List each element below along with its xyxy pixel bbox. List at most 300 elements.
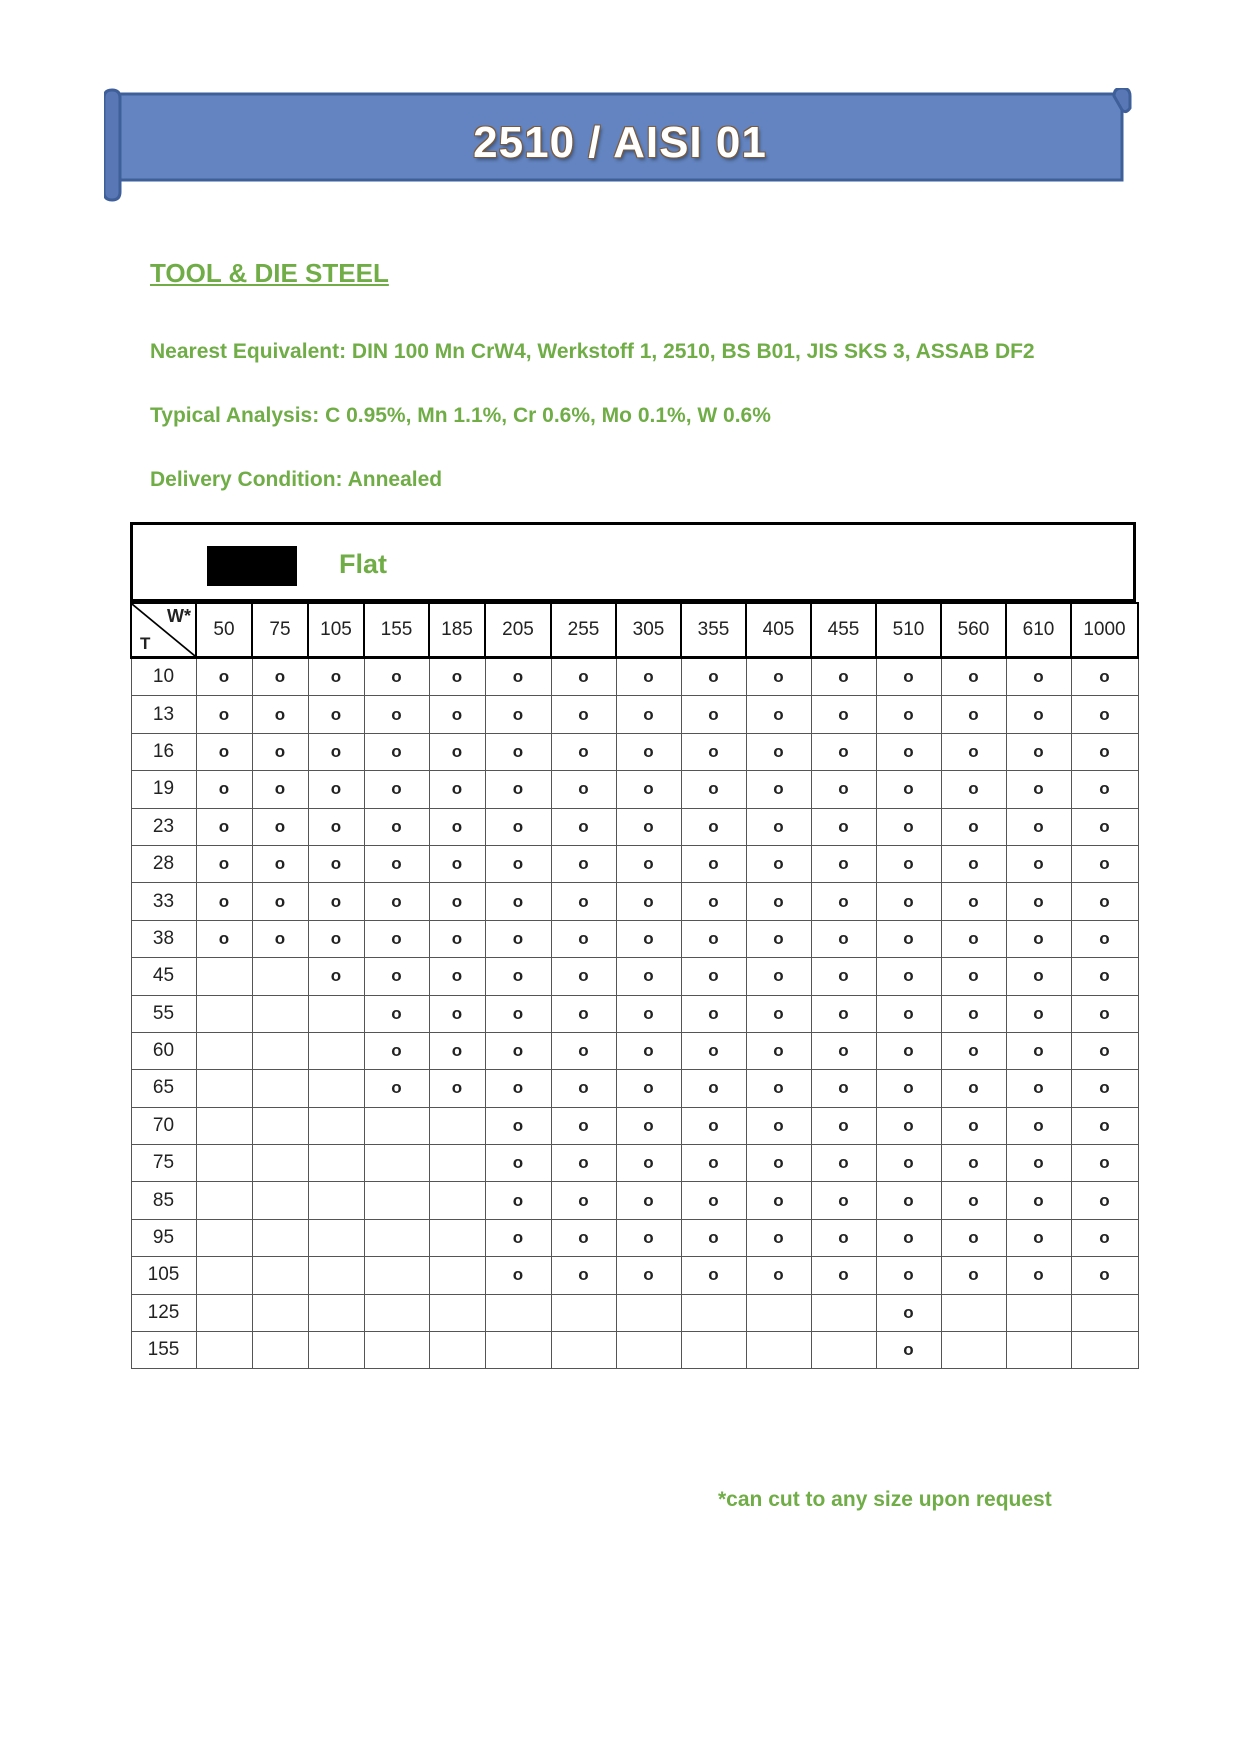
empty-cell (196, 1182, 252, 1219)
availability-mark-cell: o (746, 958, 811, 995)
availability-mark-cell: o (941, 1257, 1006, 1294)
availability-mark-cell: o (1071, 995, 1138, 1032)
availability-mark-cell: o (811, 808, 876, 845)
empty-cell (252, 1145, 308, 1182)
availability-mark-cell: o (941, 1182, 1006, 1219)
empty-cell (1071, 1294, 1138, 1331)
availability-mark-cell: o (485, 808, 551, 845)
availability-mark-cell: o (681, 920, 746, 957)
width-header-cell: 75 (252, 603, 308, 658)
availability-mark-cell: o (941, 920, 1006, 957)
empty-cell (196, 1257, 252, 1294)
thickness-cell: 16 (131, 733, 196, 770)
width-header-cell: 1000 (1071, 603, 1138, 658)
availability-mark-cell: o (364, 958, 429, 995)
availability-mark-cell: o (876, 808, 941, 845)
availability-mark-cell: o (485, 995, 551, 1032)
axis-corner-cell (131, 603, 196, 658)
availability-mark-cell: o (876, 995, 941, 1032)
availability-mark-cell: o (196, 808, 252, 845)
empty-cell (308, 1219, 364, 1256)
availability-mark-cell: o (941, 883, 1006, 920)
availability-mark-cell: o (1071, 771, 1138, 808)
empty-cell (429, 1182, 485, 1219)
availability-mark-cell: o (941, 1107, 1006, 1144)
availability-mark-cell: o (746, 771, 811, 808)
availability-mark-cell: o (811, 995, 876, 1032)
empty-cell (252, 1070, 308, 1107)
availability-mark-cell: o (252, 883, 308, 920)
availability-mark-cell: o (876, 883, 941, 920)
availability-mark-cell: o (876, 845, 941, 882)
availability-mark-cell: o (876, 696, 941, 733)
empty-cell (429, 1332, 485, 1369)
availability-mark-cell: o (252, 845, 308, 882)
availability-mark-cell: o (1006, 883, 1071, 920)
empty-cell (485, 1294, 551, 1331)
availability-mark-cell: o (681, 1070, 746, 1107)
thickness-cell: 45 (131, 958, 196, 995)
availability-mark-cell: o (681, 733, 746, 770)
thickness-cell: 105 (131, 1257, 196, 1294)
availability-mark-cell: o (429, 1070, 485, 1107)
availability-mark-cell: o (811, 1257, 876, 1294)
availability-mark-cell: o (252, 771, 308, 808)
availability-mark-cell: o (485, 658, 551, 696)
empty-cell (429, 1294, 485, 1331)
availability-mark-cell: o (196, 771, 252, 808)
availability-mark-cell: o (551, 658, 616, 696)
availability-mark-cell: o (746, 1182, 811, 1219)
availability-mark-cell: o (196, 883, 252, 920)
empty-cell (252, 1219, 308, 1256)
availability-mark-cell: o (811, 771, 876, 808)
availability-mark-cell: o (876, 920, 941, 957)
availability-mark-cell: o (364, 658, 429, 696)
availability-mark-cell: o (746, 733, 811, 770)
availability-mark-cell: o (551, 1070, 616, 1107)
typical-analysis: Typical Analysis: C 0.95%, Mn 1.1%, Cr 0.6%, Mo 0.1%, W 0.6% (150, 404, 771, 427)
table-row (131, 958, 1138, 995)
availability-mark-cell: o (1006, 1182, 1071, 1219)
table-row (131, 771, 1138, 808)
table-row (131, 1032, 1138, 1069)
availability-mark-cell: o (252, 733, 308, 770)
empty-cell (551, 1332, 616, 1369)
empty-cell (308, 1107, 364, 1144)
empty-cell (252, 1032, 308, 1069)
availability-mark-cell: o (616, 771, 681, 808)
thickness-cell: 28 (131, 845, 196, 882)
availability-mark-cell: o (616, 1257, 681, 1294)
nearest-equivalent: Nearest Equivalent: DIN 100 Mn CrW4, Werkstoff 1, 2510, BS B01, JIS SKS 3, ASSAB DF2 (150, 340, 1035, 363)
availability-mark-cell: o (1006, 696, 1071, 733)
availability-mark-cell: o (485, 733, 551, 770)
availability-mark-cell: o (876, 1070, 941, 1107)
availability-mark-cell: o (876, 1107, 941, 1144)
title-banner (104, 88, 1136, 218)
availability-mark-cell: o (196, 658, 252, 696)
availability-mark-cell: o (308, 771, 364, 808)
thickness-cell: 33 (131, 883, 196, 920)
empty-cell (364, 1294, 429, 1331)
availability-mark-cell: o (746, 845, 811, 882)
availability-mark-cell: o (811, 696, 876, 733)
availability-mark-cell: o (551, 995, 616, 1032)
availability-mark-cell: o (1006, 1219, 1071, 1256)
availability-mark-cell: o (551, 771, 616, 808)
availability-mark-cell: o (1006, 920, 1071, 957)
availability-mark-cell: o (196, 733, 252, 770)
availability-mark-cell: o (811, 845, 876, 882)
availability-mark-cell: o (485, 1070, 551, 1107)
table-row (131, 845, 1138, 882)
availability-mark-cell: o (681, 845, 746, 882)
availability-mark-cell: o (681, 696, 746, 733)
table-row (131, 1294, 1138, 1331)
empty-cell (196, 1070, 252, 1107)
availability-mark-cell: o (551, 845, 616, 882)
availability-mark-cell: o (308, 658, 364, 696)
table-row (131, 696, 1138, 733)
availability-mark-cell: o (252, 658, 308, 696)
thickness-cell: 125 (131, 1294, 196, 1331)
page-title: 2510 / AISI 01 (473, 118, 767, 167)
availability-mark-cell: o (308, 920, 364, 957)
empty-cell (364, 1257, 429, 1294)
availability-mark-cell: o (429, 883, 485, 920)
availability-mark-cell: o (746, 658, 811, 696)
thickness-cell: 38 (131, 920, 196, 957)
availability-mark-cell: o (1006, 845, 1071, 882)
availability-mark-cell: o (876, 658, 941, 696)
availability-mark-cell: o (1071, 1145, 1138, 1182)
empty-cell (196, 1145, 252, 1182)
thickness-cell: 23 (131, 808, 196, 845)
width-header-cell: 560 (941, 603, 1006, 658)
availability-mark-cell: o (811, 920, 876, 957)
availability-mark-cell: o (1071, 1219, 1138, 1256)
empty-cell (196, 995, 252, 1032)
width-header-cell: 455 (811, 603, 876, 658)
availability-mark-cell: o (616, 1107, 681, 1144)
empty-cell (811, 1332, 876, 1369)
availability-mark-cell: o (876, 1145, 941, 1182)
empty-cell (196, 958, 252, 995)
empty-cell (308, 1070, 364, 1107)
availability-mark-cell: o (811, 1032, 876, 1069)
table-row (131, 808, 1138, 845)
empty-cell (681, 1294, 746, 1331)
availability-mark-cell: o (429, 733, 485, 770)
table-row (131, 1332, 1138, 1369)
table-row (131, 1145, 1138, 1182)
availability-mark-cell: o (429, 995, 485, 1032)
availability-mark-cell: o (551, 1257, 616, 1294)
availability-mark-cell: o (746, 808, 811, 845)
availability-mark-cell: o (941, 658, 1006, 696)
table-row (131, 1182, 1138, 1219)
availability-mark-cell: o (485, 1219, 551, 1256)
empty-cell (252, 1257, 308, 1294)
empty-cell (746, 1332, 811, 1369)
availability-mark-cell: o (364, 995, 429, 1032)
empty-cell (252, 1107, 308, 1144)
width-header-row (131, 603, 1138, 658)
availability-mark-cell: o (1071, 883, 1138, 920)
availability-mark-cell: o (941, 1032, 1006, 1069)
width-header-cell: 50 (196, 603, 252, 658)
thickness-cell: 10 (131, 658, 196, 696)
availability-mark-cell: o (196, 845, 252, 882)
empty-cell (308, 1332, 364, 1369)
table-row (131, 733, 1138, 770)
availability-mark-cell: o (941, 771, 1006, 808)
availability-mark-cell: o (364, 1032, 429, 1069)
availability-mark-cell: o (485, 1145, 551, 1182)
availability-mark-cell: o (429, 1032, 485, 1069)
availability-mark-cell: o (1071, 1032, 1138, 1069)
size-table (130, 602, 1139, 1369)
empty-cell (196, 1219, 252, 1256)
empty-cell (308, 1294, 364, 1331)
availability-mark-cell: o (616, 733, 681, 770)
availability-mark-cell: o (485, 771, 551, 808)
width-header-cell: 185 (429, 603, 485, 658)
empty-cell (196, 1294, 252, 1331)
availability-mark-cell: o (252, 696, 308, 733)
availability-mark-cell: o (616, 808, 681, 845)
availability-mark-cell: o (876, 733, 941, 770)
empty-cell (308, 1182, 364, 1219)
empty-cell (1071, 1332, 1138, 1369)
empty-cell (811, 1294, 876, 1331)
availability-mark-cell: o (811, 1182, 876, 1219)
shape-label: Flat (339, 549, 388, 579)
availability-mark-cell: o (746, 883, 811, 920)
width-header-cell: 510 (876, 603, 941, 658)
availability-mark-cell: o (876, 1219, 941, 1256)
availability-mark-cell: o (1071, 1070, 1138, 1107)
availability-mark-cell: o (308, 845, 364, 882)
availability-mark-cell: o (876, 1257, 941, 1294)
thickness-cell: 55 (131, 995, 196, 1032)
availability-mark-cell: o (429, 696, 485, 733)
availability-mark-cell: o (551, 920, 616, 957)
availability-mark-cell: o (485, 1107, 551, 1144)
availability-mark-cell: o (364, 696, 429, 733)
availability-mark-cell: o (941, 1145, 1006, 1182)
availability-mark-cell: o (1006, 808, 1071, 845)
availability-mark-cell: o (616, 658, 681, 696)
empty-cell (364, 1332, 429, 1369)
width-header-cell: 155 (364, 603, 429, 658)
width-header-cell: 305 (616, 603, 681, 658)
empty-cell (429, 1257, 485, 1294)
availability-mark-cell: o (941, 845, 1006, 882)
table-row (131, 995, 1138, 1032)
thickness-cell: 85 (131, 1182, 196, 1219)
availability-mark-cell: o (551, 1145, 616, 1182)
availability-mark-cell: o (429, 958, 485, 995)
availability-mark-cell: o (941, 995, 1006, 1032)
availability-mark-cell: o (876, 958, 941, 995)
availability-mark-cell: o (551, 1032, 616, 1069)
availability-mark-cell: o (364, 1070, 429, 1107)
empty-cell (746, 1294, 811, 1331)
empty-cell (1006, 1294, 1071, 1331)
table-row (131, 1257, 1138, 1294)
empty-cell (1006, 1332, 1071, 1369)
availability-mark-cell: o (941, 733, 1006, 770)
availability-mark-cell: o (1071, 658, 1138, 696)
availability-mark-cell: o (1071, 1107, 1138, 1144)
table-row (131, 658, 1138, 696)
table-row (131, 1219, 1138, 1256)
table-row (131, 883, 1138, 920)
footnote: *can cut to any size upon request (718, 1488, 1052, 1511)
availability-mark-cell: o (616, 696, 681, 733)
availability-mark-cell: o (941, 1219, 1006, 1256)
availability-mark-cell: o (485, 1182, 551, 1219)
availability-mark-cell: o (1071, 808, 1138, 845)
empty-cell (941, 1332, 1006, 1369)
availability-mark-cell: o (1071, 920, 1138, 957)
availability-mark-cell: o (681, 1219, 746, 1256)
shape-header (130, 522, 1136, 602)
availability-mark-cell: o (1071, 845, 1138, 882)
availability-mark-cell: o (941, 696, 1006, 733)
empty-cell (308, 995, 364, 1032)
availability-mark-cell: o (1006, 1070, 1071, 1107)
availability-mark-cell: o (616, 920, 681, 957)
availability-mark-cell: o (364, 733, 429, 770)
width-header-cell: 255 (551, 603, 616, 658)
availability-mark-cell: o (746, 1032, 811, 1069)
empty-cell (429, 1145, 485, 1182)
empty-cell (485, 1332, 551, 1369)
availability-mark-cell: o (941, 958, 1006, 995)
availability-mark-cell: o (308, 958, 364, 995)
availability-mark-cell: o (616, 1219, 681, 1256)
table-row (131, 920, 1138, 957)
availability-mark-cell: o (681, 808, 746, 845)
thickness-cell: 95 (131, 1219, 196, 1256)
availability-mark-cell: o (811, 1145, 876, 1182)
availability-mark-cell: o (1006, 1032, 1071, 1069)
size-table-body (131, 658, 1138, 1369)
availability-mark-cell: o (308, 883, 364, 920)
availability-mark-cell: o (196, 920, 252, 957)
thickness-cell: 60 (131, 1032, 196, 1069)
availability-mark-cell: o (485, 1257, 551, 1294)
availability-mark-cell: o (1071, 696, 1138, 733)
availability-mark-cell: o (681, 658, 746, 696)
availability-mark-cell: o (551, 958, 616, 995)
availability-mark-cell: o (681, 883, 746, 920)
availability-mark-cell: o (811, 1107, 876, 1144)
empty-cell (616, 1294, 681, 1331)
thickness-axis-label: T (140, 634, 151, 653)
width-axis-label: W* (167, 606, 191, 626)
availability-mark-cell: o (485, 696, 551, 733)
availability-mark-cell: o (551, 883, 616, 920)
empty-cell (364, 1182, 429, 1219)
availability-mark-cell: o (1006, 995, 1071, 1032)
availability-mark-cell: o (485, 958, 551, 995)
availability-mark-cell: o (364, 845, 429, 882)
availability-mark-cell: o (681, 771, 746, 808)
empty-cell (196, 1332, 252, 1369)
availability-mark-cell: o (876, 1032, 941, 1069)
section-heading: TOOL & DIE STEEL (150, 258, 389, 288)
availability-mark-cell: o (364, 920, 429, 957)
empty-cell (196, 1107, 252, 1144)
availability-mark-cell: o (616, 995, 681, 1032)
availability-mark-cell: o (1006, 1145, 1071, 1182)
availability-mark-cell: o (252, 920, 308, 957)
availability-mark-cell: o (308, 808, 364, 845)
empty-cell (364, 1107, 429, 1144)
availability-mark-cell: o (485, 1032, 551, 1069)
availability-mark-cell: o (1006, 958, 1071, 995)
availability-mark-cell: o (364, 883, 429, 920)
availability-mark-cell: o (876, 1332, 941, 1369)
availability-mark-cell: o (616, 1032, 681, 1069)
flat-bar-icon (207, 546, 297, 586)
availability-mark-cell: o (551, 1219, 616, 1256)
availability-mark-cell: o (551, 1182, 616, 1219)
thickness-cell: 65 (131, 1070, 196, 1107)
availability-mark-cell: o (681, 1257, 746, 1294)
delivery-condition: Delivery Condition: Annealed (150, 468, 443, 491)
empty-cell (429, 1219, 485, 1256)
availability-mark-cell: o (941, 1070, 1006, 1107)
availability-mark-cell: o (1071, 1182, 1138, 1219)
availability-mark-cell: o (616, 845, 681, 882)
availability-mark-cell: o (876, 1182, 941, 1219)
availability-mark-cell: o (551, 733, 616, 770)
empty-cell (364, 1145, 429, 1182)
width-header-cell: 610 (1006, 603, 1071, 658)
availability-mark-cell: o (308, 696, 364, 733)
availability-mark-cell: o (811, 883, 876, 920)
availability-mark-cell: o (681, 1032, 746, 1069)
availability-mark-cell: o (746, 1145, 811, 1182)
availability-mark-cell: o (746, 1219, 811, 1256)
availability-mark-cell: o (811, 1219, 876, 1256)
availability-mark-cell: o (681, 958, 746, 995)
thickness-cell: 13 (131, 696, 196, 733)
empty-cell (551, 1294, 616, 1331)
empty-cell (616, 1332, 681, 1369)
availability-mark-cell: o (811, 658, 876, 696)
availability-mark-cell: o (746, 696, 811, 733)
table-row (131, 1107, 1138, 1144)
width-header-cell: 205 (485, 603, 551, 658)
availability-mark-cell: o (196, 696, 252, 733)
empty-cell (308, 1257, 364, 1294)
availability-mark-cell: o (1071, 1257, 1138, 1294)
availability-mark-cell: o (811, 1070, 876, 1107)
availability-mark-cell: o (746, 995, 811, 1032)
availability-mark-cell: o (364, 771, 429, 808)
availability-mark-cell: o (429, 658, 485, 696)
table-row (131, 1070, 1138, 1107)
availability-mark-cell: o (364, 808, 429, 845)
empty-cell (941, 1294, 1006, 1331)
thickness-cell: 155 (131, 1332, 196, 1369)
